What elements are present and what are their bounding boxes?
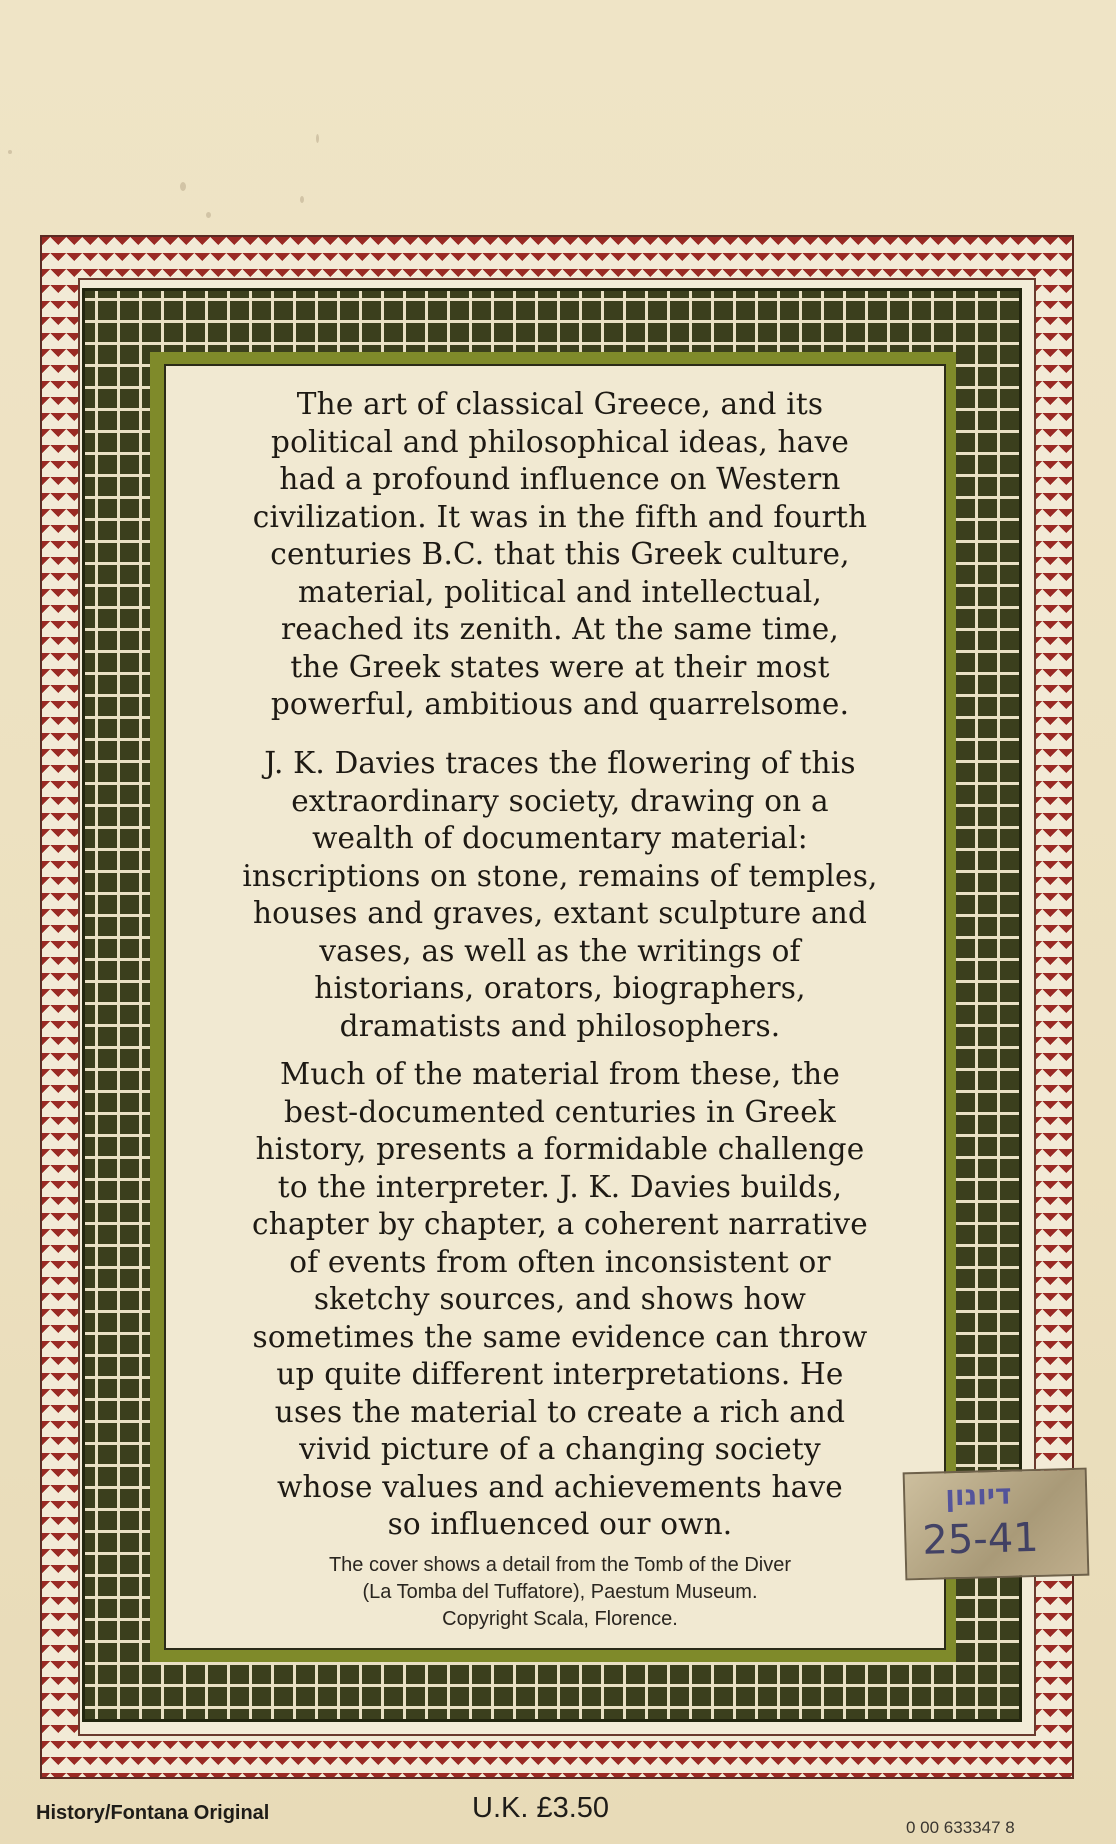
sticker-stamp-text: דיונון [944,1477,1012,1513]
credit-line: The cover shows a detail from the Tomb of the Diver [328,1554,792,1576]
blurb-line: had a profound influence on Western [279,462,841,496]
blurb-line: J. K. Davies traces the flowering of this [264,746,856,780]
blurb-line: history, presents a formidable challenge [255,1132,865,1166]
sticker-shelf-number: 25-41 [921,1514,1040,1564]
blurb-line: whose values and achievements have [277,1469,843,1504]
blurb-line: uses the material to create a rich and [274,1394,846,1429]
blurb-line: sketchy sources, and shows how [313,1282,807,1316]
paper-speck [206,212,211,218]
isbn-label: 0 00 633347 8 [906,1818,1015,1837]
blurb-line: vivid picture of a changing society [299,1432,821,1466]
blurb-paragraph-1 [190,386,930,724]
blurb-line: vases, as well as the writings of [319,933,801,968]
blurb-line: the Greek states were at their most [290,649,830,684]
blurb-paragraph-2 [190,745,930,1045]
blurb-line: sometimes the same evidence can throw [252,1319,868,1354]
blurb-line: up quite different interpretations. He [276,1357,844,1391]
blurb-line: of events from often inconsistent or [289,1244,831,1279]
blurb-line: Much of the material from these, the [280,1057,840,1091]
blurb-line: The art of classical Greece, and its [296,387,824,421]
blurb-line: civilization. It was in the fifth and fourth [252,499,868,534]
blurb-line: chapter by chapter, a coherent narrative [252,1207,868,1241]
paper-speck [8,150,12,154]
blurb-paragraph-3 [190,1056,930,1544]
price-label: U.K. £3.50 [472,1792,610,1824]
credit-line: (La Tomba del Tuffatore), Paestum Museum. [362,1581,758,1603]
blurb-line: political and philosophical ideas, have [271,424,849,459]
cover-credit [220,1552,900,1633]
library-sticker [903,1468,1090,1581]
blurb-line: best-documented centuries in Greek [284,1094,836,1129]
blurb-line: reached its zenith. At the same time, [281,612,839,646]
paper-speck [316,134,319,143]
series-label: History/Fontana Original [36,1802,270,1824]
blurb-line: so influenced our own. [387,1507,733,1541]
blurb-line: extraordinary society, drawing on a [291,783,829,818]
blurb-line: historians, orators, biographers, [314,971,806,1005]
blurb-line: dramatists and philosophers. [339,1008,781,1043]
blurb-line: to the interpreter. J. K. Davies builds, [277,1169,843,1204]
blurb-line: houses and graves, extant sculpture and [252,896,868,930]
blurb-line: powerful, ambitious and quarrelsome. [270,687,850,721]
blurb-line: centuries B.C. that this Greek culture, [270,537,850,571]
paper-speck [300,196,304,203]
credit-line: Copyright Scala, Florence. [442,1608,678,1630]
blurb-line: material, political and intellectual, [297,574,822,609]
blurb-line: inscriptions on stone, remains of temples, [242,858,878,893]
paper-speck [180,182,186,191]
blurb-line: wealth of documentary material: [312,821,808,855]
